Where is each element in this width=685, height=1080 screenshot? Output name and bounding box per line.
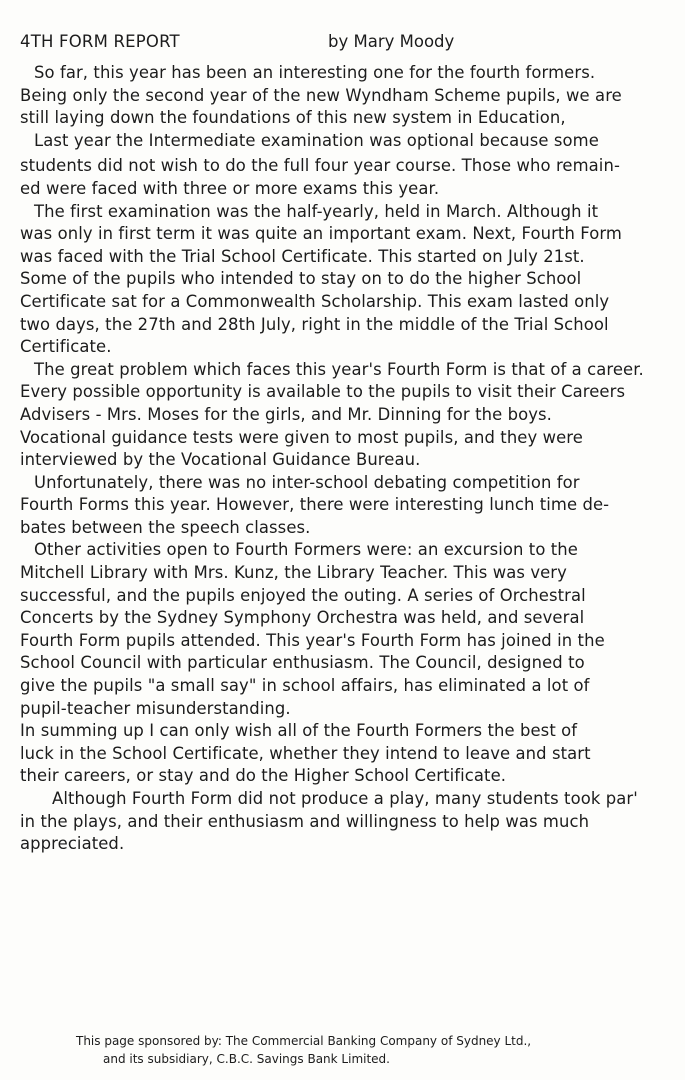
text-line: Every possible opportunity is available to the pupils to visit their Careers [20, 382, 626, 402]
text-line: The great problem which faces this year's Fourth Form is that of a career. [34, 359, 644, 379]
report-title: 4TH FORM REPORT [20, 32, 180, 51]
text-line: Concerts by the Sydney Symphony Orchestra was held, and several [20, 608, 585, 628]
text-line: still laying down the foundations of this new system in Education, [20, 108, 566, 128]
report-body [20, 62, 670, 856]
text-line: Last year the Intermediate examination was optional because some [34, 130, 599, 150]
text-line: Other activities open to Fourth Formers were: an excursion to the [34, 540, 578, 560]
text-line: was faced with the Trial School Certificate. This started on July 21st. [20, 246, 585, 266]
sponsor-line-1: This page sponsored by: The Commercial Banking Company of Sydney Ltd., [76, 1034, 532, 1048]
text-line: ed were faced with three or more exams this year. [20, 178, 440, 198]
text-line: Advisers - Mrs. Moses for the girls, and Mr. Dinning for the boys. [20, 404, 552, 424]
text-line: two days, the 27th and 28th July, right in the middle of the Trial School [20, 314, 609, 334]
text-line: their careers, or stay and do the Higher School Certificate. [20, 766, 507, 786]
text-line: Mitchell Library with Mrs. Kunz, the Library Teacher. This was very [20, 563, 567, 583]
text-line: Fourth Form pupils attended. This year's Fourth Form has joined in the [20, 630, 605, 650]
text-line: in the plays, and their enthusiasm and willingness to help was much [20, 811, 590, 831]
text-line: give the pupils "a small say" in school affairs, has eliminated a lot of [20, 676, 590, 696]
text-line: Fourth Forms this year. However, there were interesting lunch time de- [20, 495, 610, 515]
text-line: students did not wish to do the full four year course. Those who remain- [20, 156, 620, 176]
text-line: School Council with particular enthusiasm. The Council, designed to [20, 653, 585, 673]
text-line: Unfortunately, there was no inter-school debating competition for [34, 472, 580, 492]
text-line: Certificate. [20, 337, 112, 357]
text-line: bates between the speech classes. [20, 517, 311, 537]
text-line: successful, and the pupils enjoyed the outing. A series of Orchestral [20, 585, 586, 605]
text-line: Vocational guidance tests were given to most pupils, and they were [20, 427, 583, 447]
text-line: Some of the pupils who intended to stay on to do the higher School [20, 269, 582, 289]
text-line: interviewed by the Vocational Guidance Bureau. [20, 450, 421, 470]
text-line: appreciated. [20, 834, 125, 854]
text-line: Being only the second year of the new Wyndham Scheme pupils, we are [20, 85, 622, 105]
text-line: luck in the School Certificate, whether they intend to leave and start [20, 743, 591, 763]
text-line: pupil-teacher misunderstanding. [20, 698, 291, 718]
text-line: In summing up I can only wish all of the Fourth Formers the best of [20, 721, 578, 741]
sponsor-footer [76, 1032, 531, 1068]
text-line: was only in first term it was quite an important exam. Next, Fourth Form [20, 224, 622, 244]
text-line: Although Fourth Form did not produce a play, many students took par' [52, 789, 638, 808]
sponsor-line-2: and its subsidiary, C.B.C. Savings Bank Limited. [103, 1052, 390, 1066]
text-line: Certificate sat for a Commonwealth Scholarship. This exam lasted only [20, 291, 610, 311]
text-line: The first examination was the half-yearly, held in March. Although it [34, 201, 599, 221]
report-byline: by Mary Moody [328, 32, 455, 51]
text-line: So far, this year has been an interesting one for the fourth formers. [34, 63, 596, 82]
